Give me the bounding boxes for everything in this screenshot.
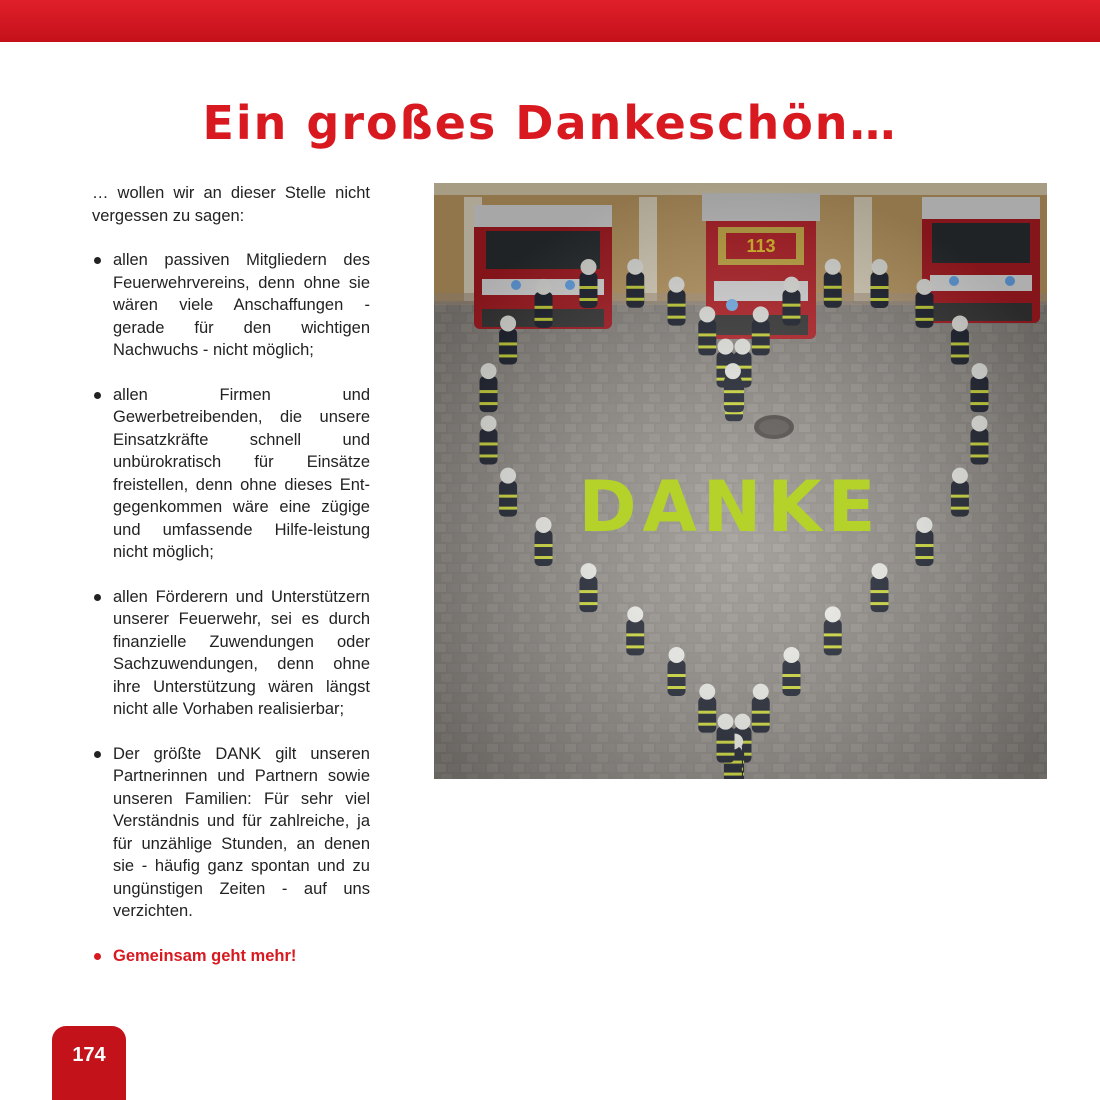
list-item: allen Förderern und Unterstützern unserer Feuerwehr, sei es durch finanzielle Zuwendungen oder Sachzuwendungen, denn ohne ihre Unterstützung wären längst nicht alle Vorhaben realisierbar; (92, 586, 370, 721)
page-title: Ein großes Dankeschön… (202, 96, 898, 150)
list-item: Der größte DANK gilt unseren Partnerinnen und Partnern sowie unseren Familien: Für sehr viel Verständnis und für zahlreiche, ja für unzählige Stunden, an denen sie - häufig ganz spontan und zu ungünstigen Zeiten - auf uns verzichten. (92, 743, 370, 923)
danke-overlay-text: DANKE (578, 466, 882, 548)
page-number-tab (52, 1026, 126, 1100)
top-color-bar (0, 0, 1100, 42)
body-text-column (92, 182, 370, 989)
page-number: 174 (72, 1044, 106, 1066)
thanks-list (92, 249, 370, 967)
intro-text: … wollen wir an dieser Stelle nicht vergessen zu sagen: (92, 184, 370, 225)
firefighters-heart-photo (434, 183, 1047, 779)
list-item: allen passiven Mitgliedern des Feuerwehrvereins, denn ohne sie wären viele Anschaffungen - gerade für den wichtigen Nachwuchs - nicht möglich; (92, 249, 370, 362)
closing-slogan: Gemeinsam geht mehr! (92, 945, 370, 968)
list-item: allen Firmen und Gewerbetreibenden, die unsere Einsatzkräfte schnell und unbürokratisch für Einsätze freistellen, denn ohne dieses Ent-gegenkommen wäre eine zügige und umfassende Hilfe-leistung nicht möglich; (92, 384, 370, 564)
